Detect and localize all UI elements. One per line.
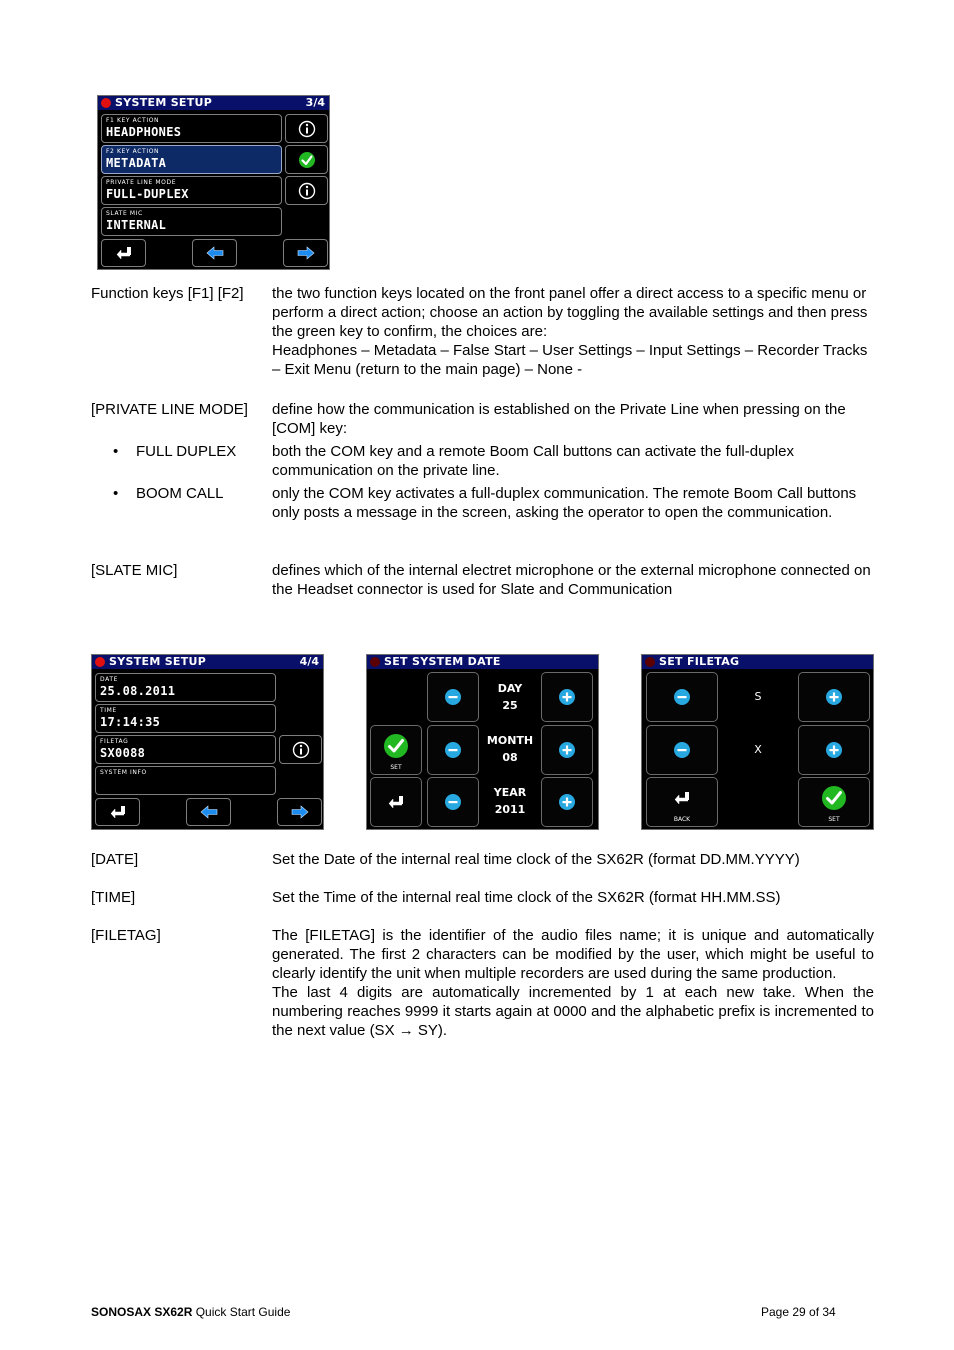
return-icon	[109, 805, 127, 819]
day-value: 25	[502, 699, 518, 712]
return-button[interactable]	[370, 777, 422, 827]
f2-key-action-field[interactable]	[101, 145, 282, 174]
filetag-desc-paragraph-2: The last 4 digits are automatically incremented by 1 at each new take. When the numbering reaches 9999 it starts again at 0000 and the alphabetic prefix is incremented to the next value (SX → SY).	[272, 984, 874, 1039]
field-label: DATE	[100, 676, 119, 683]
year-increase-button[interactable]	[541, 777, 593, 827]
filetag-desc-paragraph-1: The [FILETAG] is the identifier of the audio files name; it is unique and automatically generated. The first 2 characters can be modified by the user, which might be useful to clearly identify the unit when multiple recorders are used during the same production.	[272, 927, 874, 982]
function-keys-desc: the two function keys located on the front panel offer a direct access to a specific menu or perform a direct action; choose an action by toggling the available settings and then press the green key to confirm, the choices are:	[272, 285, 868, 340]
confirm-button[interactable]	[285, 145, 328, 174]
set-filetag-screen	[641, 654, 874, 830]
field-value: HEADPHONES	[106, 125, 182, 139]
char2-decrease-button[interactable]	[646, 725, 718, 775]
minus-icon	[444, 741, 462, 759]
day-display	[479, 680, 541, 714]
screen-title-bar	[92, 655, 323, 669]
previous-page-button[interactable]	[192, 239, 237, 267]
filetag-char2: X	[754, 743, 762, 756]
field-value: SX0088	[100, 746, 146, 760]
slate-mic-desc: defines which of the internal electret microphone or the external microphone connected on the Headset connector is used for Slate and Communication	[272, 562, 871, 598]
screen-title-bar	[98, 96, 329, 110]
month-label: MONTH	[486, 734, 534, 747]
field-label: F1 KEY ACTION	[106, 117, 160, 124]
field-value: FULL-DUPLEX	[106, 187, 189, 201]
minus-icon	[673, 688, 691, 706]
check-icon	[298, 151, 316, 169]
date-field[interactable]	[95, 673, 276, 702]
screen-title: SYSTEM SETUP	[115, 96, 213, 109]
info-button[interactable]	[279, 735, 322, 764]
next-page-button[interactable]	[283, 239, 328, 267]
return-icon	[673, 791, 691, 805]
bullet-full-duplex-desc: both the COM key and a remote Boom Call buttons can activate the full-duplex communication on the private line.	[272, 443, 794, 479]
arrow-right-icon	[291, 805, 309, 819]
set-caption: SET	[390, 764, 402, 771]
return-button[interactable]	[95, 798, 140, 826]
field-value: INTERNAL	[106, 218, 167, 232]
field-value: METADATA	[106, 156, 167, 170]
screen-page-indicator: 4/4	[299, 655, 319, 668]
field-value: 17:14:35	[100, 715, 161, 729]
function-keys-choices: Headphones – Metadata – False Start – User Settings – Input Settings – Recorder Tracks – Exit Menu (return to the main page) – None -	[272, 342, 868, 378]
filetag-char1: S	[754, 690, 762, 703]
arrow-left-icon	[206, 246, 224, 260]
plus-icon	[825, 741, 843, 759]
minus-icon	[673, 741, 691, 759]
filetag-field[interactable]	[95, 735, 276, 764]
month-value: 08	[502, 751, 518, 764]
back-button[interactable]	[646, 777, 718, 827]
set-button[interactable]	[798, 777, 870, 827]
info-icon	[292, 741, 310, 759]
bullet-label: FULL DUPLEX	[136, 443, 237, 460]
month-display	[479, 732, 541, 766]
year-value: 2011	[494, 803, 526, 816]
screen-title: SET FILETAG	[659, 655, 740, 668]
footer-page-number: Page 29 of 34	[761, 1305, 836, 1319]
screen-title-bar	[367, 655, 598, 669]
screen-title: SYSTEM SETUP	[109, 655, 207, 668]
screen-title: SET SYSTEM DATE	[384, 655, 501, 668]
private-line-mode-field[interactable]	[101, 176, 282, 205]
record-dot-icon	[645, 657, 655, 667]
footer-title	[91, 1305, 290, 1320]
return-icon	[115, 246, 133, 260]
previous-page-button[interactable]	[186, 798, 231, 826]
arrow-left-icon	[200, 805, 218, 819]
private-line-mode-term: [PRIVATE LINE MODE]	[91, 401, 248, 418]
footer-doc: Quick Start Guide	[195, 1305, 291, 1319]
field-label: TIME	[100, 707, 117, 714]
field-label: FILETAG	[100, 738, 129, 745]
bullet-icon: •	[113, 485, 119, 502]
year-decrease-button[interactable]	[427, 777, 479, 827]
f1-key-action-field[interactable]	[101, 114, 282, 143]
system-setup-screen-3of4	[97, 95, 330, 270]
info-icon	[298, 182, 316, 200]
time-field[interactable]	[95, 704, 276, 733]
record-dot-icon	[95, 657, 105, 667]
filetag-term: [FILETAG]	[91, 927, 161, 944]
plus-icon	[558, 793, 576, 811]
arrow-right-icon	[297, 246, 315, 260]
day-decrease-button[interactable]	[427, 672, 479, 722]
char2-increase-button[interactable]	[798, 725, 870, 775]
set-system-date-screen	[366, 654, 599, 830]
return-icon	[387, 795, 405, 809]
set-button[interactable]	[370, 725, 422, 775]
day-label: DAY	[497, 682, 523, 695]
bullet-boom-call-desc: only the COM key activates a full-duplex communication. The remote Boom Call buttons only posts a message in the screen, asking the operator to open the communication.	[272, 485, 857, 521]
field-label: SLATE MIC	[106, 210, 143, 217]
bullet-label: BOOM CALL	[136, 485, 224, 502]
filetag-description	[272, 926, 874, 1040]
minus-icon	[444, 688, 462, 706]
check-icon	[383, 733, 409, 759]
next-page-button[interactable]	[277, 798, 322, 826]
year-label: YEAR	[493, 786, 527, 799]
record-dot-icon	[101, 98, 111, 108]
slate-mic-field[interactable]	[101, 207, 282, 236]
system-setup-screen-4of4	[91, 654, 324, 830]
screen-page-indicator: 3/4	[305, 96, 325, 109]
plus-icon	[558, 741, 576, 759]
field-label: PRIVATE LINE MODE	[106, 179, 177, 186]
month-increase-button[interactable]	[541, 725, 593, 775]
date-desc: Set the Date of the internal real time clock of the SX62R (format DD.MM.YYYY)	[272, 851, 800, 868]
plus-icon	[558, 688, 576, 706]
field-label: SYSTEM INFO	[100, 769, 147, 776]
back-caption: BACK	[673, 816, 691, 823]
day-increase-button[interactable]	[541, 672, 593, 722]
private-line-mode-desc: define how the communication is established on the Private Line when pressing on the [COM] key:	[272, 401, 846, 437]
field-label: F2 KEY ACTION	[106, 148, 160, 155]
function-keys-description	[272, 284, 874, 379]
footer-brand: SONOSAX SX62R	[91, 1305, 193, 1319]
char1-increase-button[interactable]	[798, 672, 870, 722]
check-icon	[821, 785, 847, 811]
info-button[interactable]	[285, 176, 328, 205]
record-dot-icon	[370, 657, 380, 667]
system-info-field[interactable]	[95, 766, 276, 795]
info-button[interactable]	[285, 114, 328, 143]
year-display	[479, 784, 541, 818]
time-term: [TIME]	[91, 889, 136, 906]
return-button[interactable]	[101, 239, 146, 267]
function-keys-term: Function keys [F1] [F2]	[91, 285, 244, 302]
time-desc: Set the Time of the internal real time clock of the SX62R (format HH.MM.SS)	[272, 889, 781, 906]
field-value: 25.08.2011	[100, 684, 176, 698]
minus-icon	[444, 793, 462, 811]
bullet-boom-call	[113, 484, 224, 503]
month-decrease-button[interactable]	[427, 725, 479, 775]
bullet-full-duplex	[113, 442, 236, 461]
bullet-icon: •	[113, 443, 119, 460]
char1-decrease-button[interactable]	[646, 672, 718, 722]
set-caption: SET	[828, 816, 840, 823]
screen-title-bar	[642, 655, 873, 669]
plus-icon	[825, 688, 843, 706]
info-icon	[298, 120, 316, 138]
date-term: [DATE]	[91, 851, 139, 868]
slate-mic-term: [SLATE MIC]	[91, 562, 178, 579]
